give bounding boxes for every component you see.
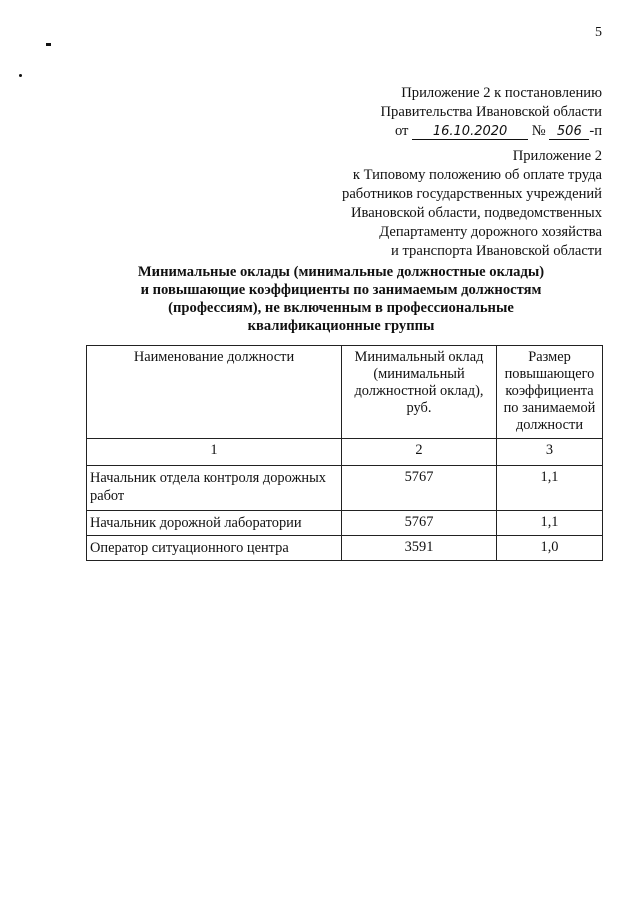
- table-row: [87, 511, 603, 536]
- title-line: Минимальные оклады (минимальные должностные оклады): [137, 264, 545, 280]
- appendix-line: работников государственных учреждений: [342, 186, 602, 202]
- table-row: [87, 466, 603, 511]
- appendix-line: к Типовому положению об оплате труда: [352, 167, 602, 183]
- appendix-line: Приложение 2: [512, 148, 602, 164]
- scan-dot: [19, 74, 22, 77]
- title-line: (профессиям), не включенным в профессиональные: [168, 300, 514, 316]
- column-number: 1: [87, 439, 342, 466]
- appendix-line: Департаменту дорожного хозяйства: [379, 224, 602, 240]
- handwritten-number: 506: [549, 124, 589, 140]
- table-header-row: [87, 346, 603, 439]
- appendix-header-decree: [381, 84, 602, 141]
- header-min-salary: Минимальный оклад (минимальный должностной оклад), руб.: [342, 346, 497, 439]
- header-position-name: Наименование должности: [87, 346, 342, 439]
- appendix-line: Правительства Ивановской области: [380, 104, 602, 120]
- title-line: и повышающие коэффициенты по занимаемым должностям: [140, 282, 542, 298]
- min-salary: 5767: [342, 466, 497, 511]
- header-coefficient: Размер повышающего коэффициента по занимаемой должности: [497, 346, 603, 439]
- min-salary: 5767: [342, 511, 497, 536]
- appendix-line: и транспорта Ивановской области: [391, 243, 602, 259]
- column-number-row: [87, 439, 603, 466]
- decree-date-number-line: [381, 122, 602, 141]
- scan-mark: [46, 43, 51, 46]
- position-name: Начальник дорожной лаборатории: [87, 511, 342, 536]
- title-line: квалификационные группы: [247, 318, 435, 334]
- column-number: 2: [342, 439, 497, 466]
- document-title: [60, 263, 622, 335]
- number-suffix: -п: [589, 123, 602, 139]
- appendix-header-regulation: [342, 147, 602, 261]
- page-number: 5: [595, 25, 602, 40]
- handwritten-date: 16.10.2020: [412, 124, 528, 140]
- table-row: [87, 536, 603, 561]
- position-name: Оператор ситуационного центра: [87, 536, 342, 561]
- min-salary: 3591: [342, 536, 497, 561]
- salary-table: [86, 345, 603, 561]
- coefficient: 1,0: [497, 536, 603, 561]
- position-name: Начальник отдела контроля дорожных работ: [87, 466, 342, 511]
- from-label: от: [394, 123, 409, 139]
- number-label: №: [531, 123, 546, 139]
- coefficient: 1,1: [497, 511, 603, 536]
- appendix-line: Приложение 2 к постановлению: [401, 85, 602, 101]
- column-number: 3: [497, 439, 603, 466]
- appendix-line: Ивановской области, подведомственных: [350, 205, 602, 221]
- coefficient: 1,1: [497, 466, 603, 511]
